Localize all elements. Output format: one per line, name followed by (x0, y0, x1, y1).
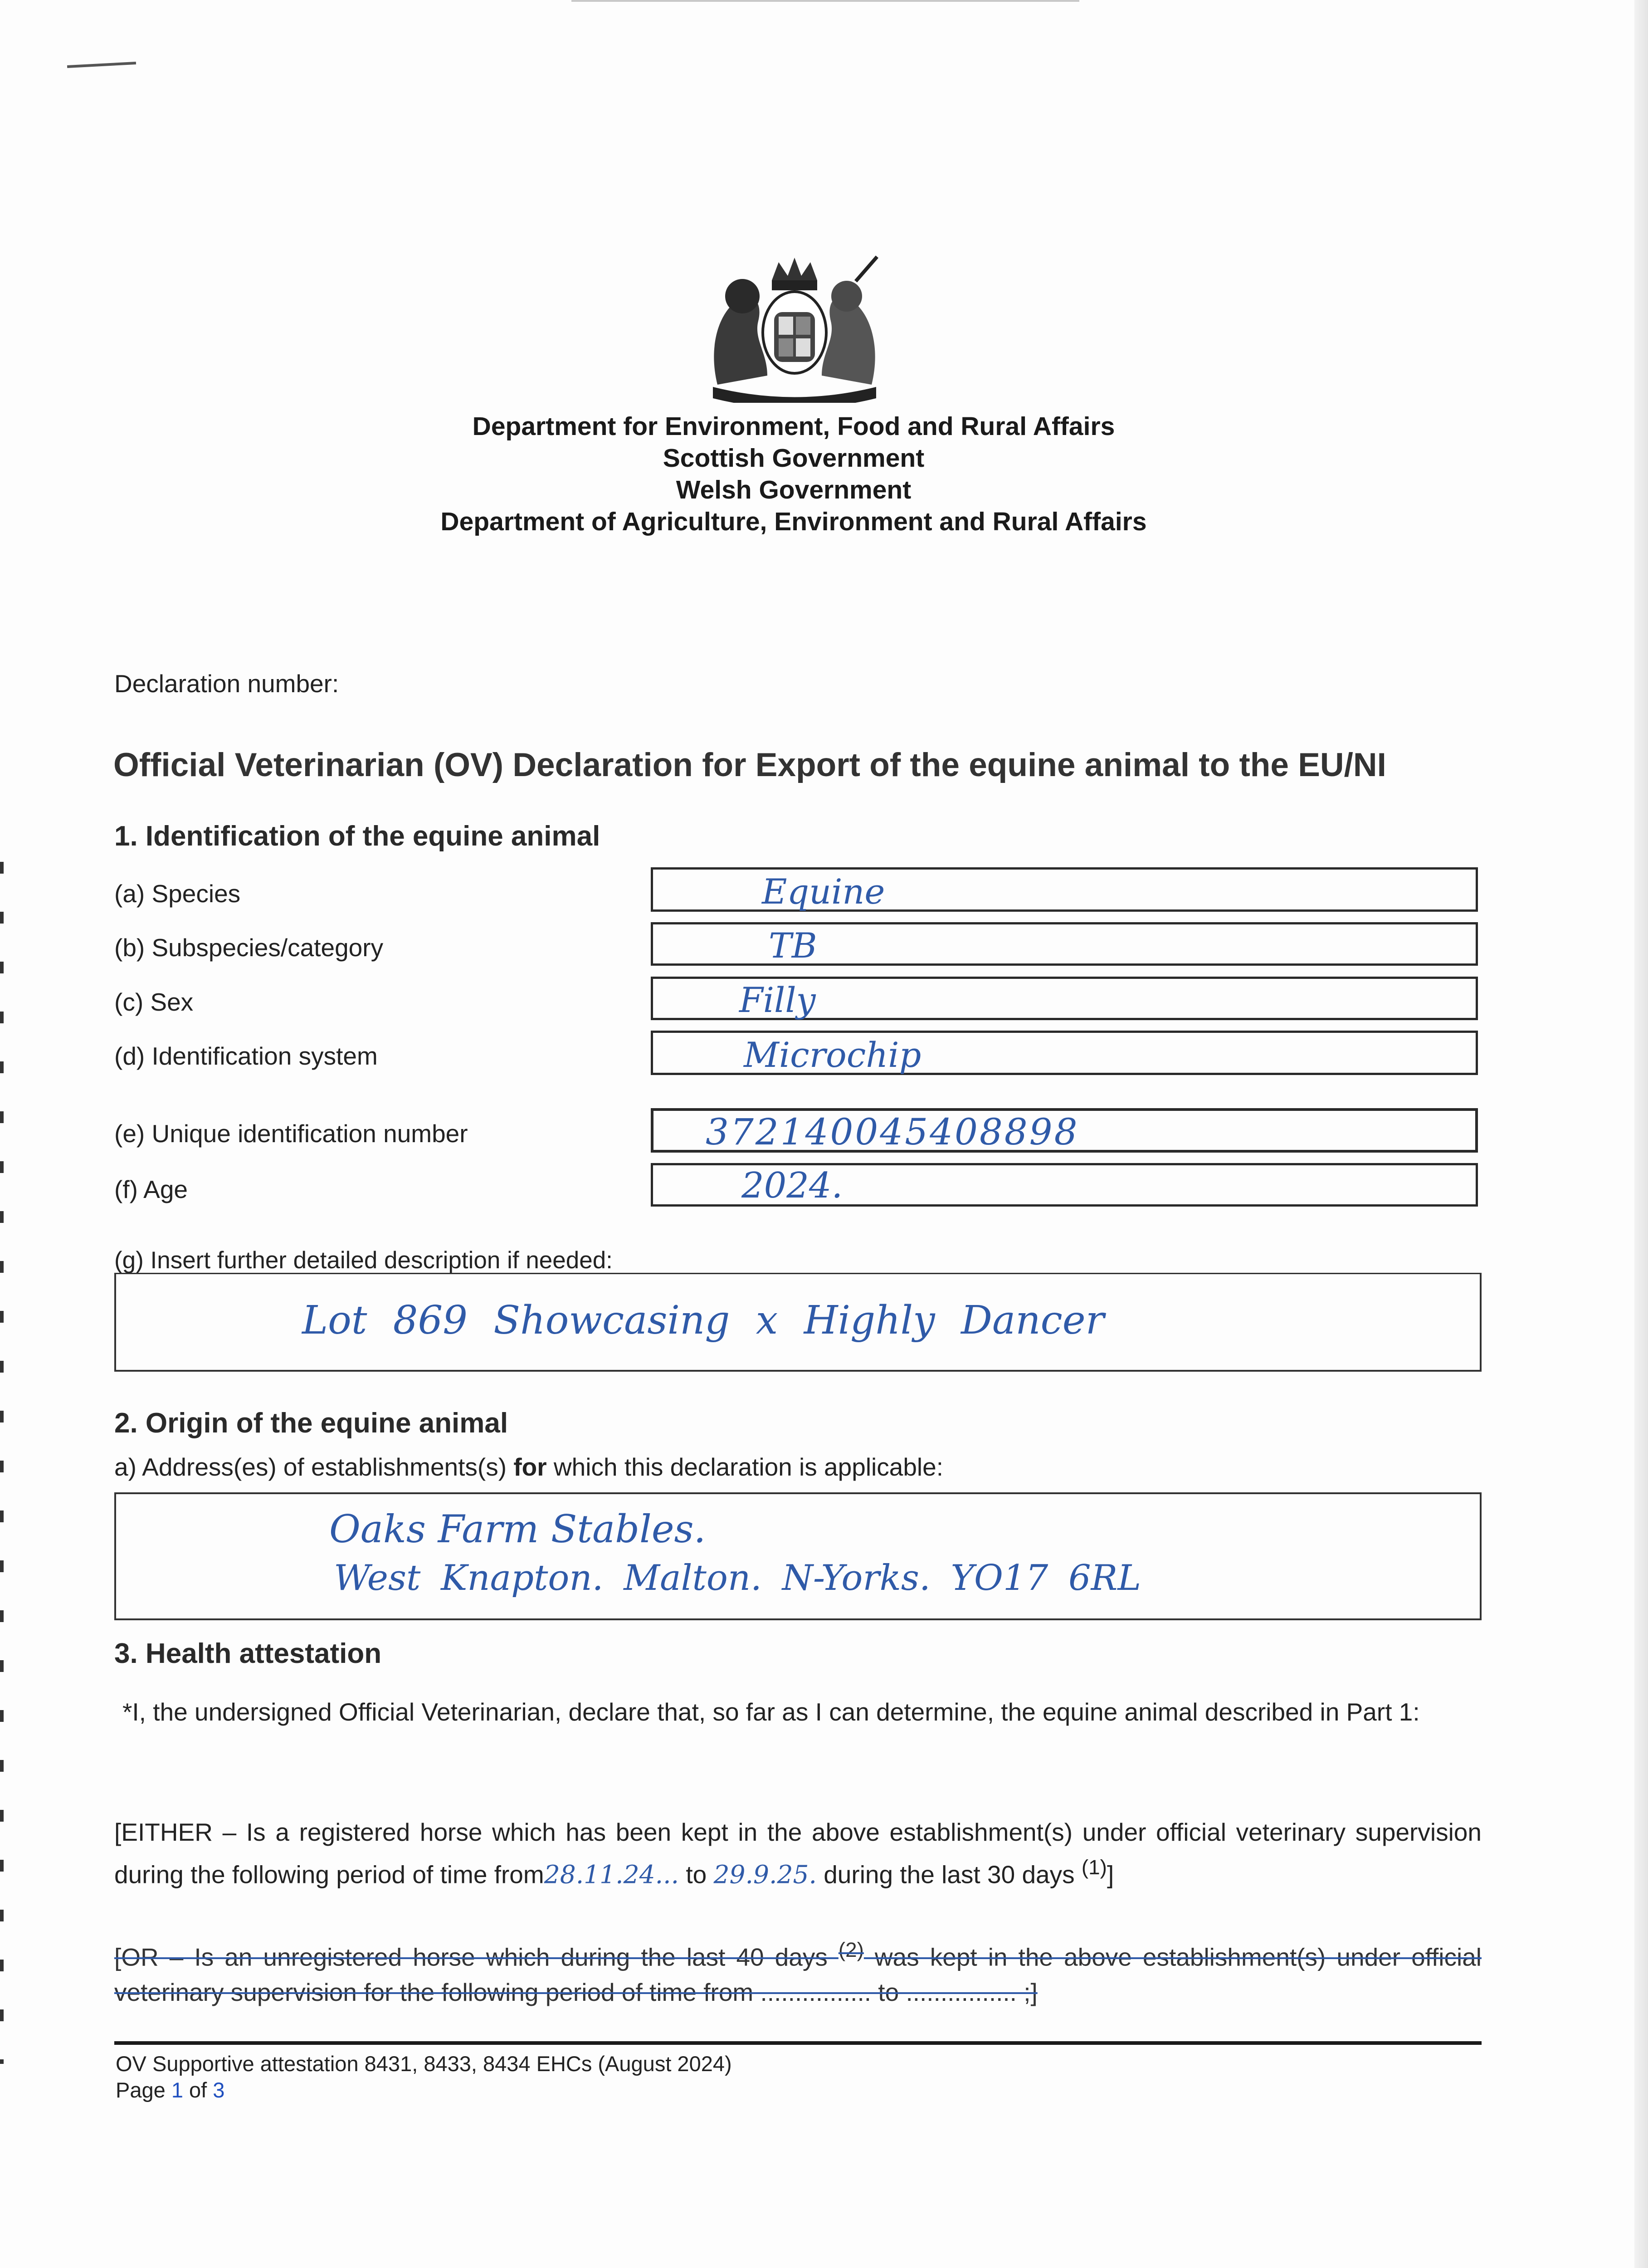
or-text: [OR – Is an unregistered horse which during the last 40 days (114, 1943, 839, 1971)
description-label: (g) Insert further detailed description if needed: (114, 1247, 613, 1274)
sex-value: Filly (739, 980, 816, 1020)
address-line-2: West Knapton. Malton. N-Yorks. YO17 6RL (334, 1558, 1141, 1598)
section1-heading: 1. Identification of the equine animal (114, 821, 600, 852)
either-footnote: (1) (1081, 1856, 1107, 1879)
royal-crest-icon (699, 249, 890, 403)
footer-divider (114, 2041, 1482, 2045)
page-total: 3 (213, 2078, 225, 2102)
scan-edge-ticks (0, 862, 4, 2064)
scan-edge-top (571, 0, 1079, 2)
or-text-end: was kept in the above establishment(s) under official veterinary supervision for the following period of time from ................ to ................ ;] (114, 1943, 1482, 2007)
dept-scottish-gov: Scottish Government (663, 444, 925, 473)
sex-field[interactable] (651, 977, 1478, 1020)
attestation-intro: *I, the undersigned Official Veterinarian, declare that, so far as I can determine, the equine animal described in Part 1: (122, 1698, 1420, 1726)
address-label-text: a) Address(es) of establishments(s) (114, 1453, 514, 1481)
address-label-bold: for (513, 1453, 547, 1481)
section3-heading: 3. Health attestation (114, 1638, 382, 1669)
page-word: Page (116, 2078, 171, 2102)
age-label: (f) Age (114, 1175, 188, 1203)
either-to-date: 29.9.25. (713, 1860, 817, 1889)
id-system-label: (d) Identification system (114, 1042, 378, 1070)
species-field[interactable] (651, 867, 1478, 912)
description-value: Lot 869 Showcasing x Highly Dancer (302, 1298, 1104, 1343)
footer-attestation: OV Supportive attestation 8431, 8433, 8434 EHCs (August 2024) (116, 2052, 732, 2076)
species-label: (a) Species (114, 880, 241, 908)
address-label (114, 1452, 943, 1481)
section2-heading: 2. Origin of the equine animal (114, 1408, 508, 1439)
address-label-text-end: which this declaration is applicable: (546, 1453, 944, 1481)
either-clause (114, 1814, 1482, 1892)
declaration-number-label: Declaration number: (114, 670, 339, 698)
uid-label: (e) Unique identification number (114, 1119, 468, 1148)
scan-edge-right (1634, 0, 1648, 2268)
subspecies-field[interactable] (651, 922, 1478, 966)
either-text: [EITHER – Is a registered horse which has been kept in the above establishment(s) under official veterinary supervision during the following period of time from (114, 1818, 1482, 1889)
or-clause-struck (114, 1932, 1482, 2010)
id-system-value: Microchip (744, 1035, 922, 1075)
address-line-1: Oaks Farm Stables. (329, 1507, 706, 1551)
sex-label: (c) Sex (114, 988, 194, 1016)
species-value: Equine (762, 871, 885, 912)
subspecies-label: (b) Subspecies/category (114, 934, 384, 962)
or-footnote: (2) (838, 1938, 864, 1961)
age-value: 2024. (741, 1165, 843, 1206)
dept-welsh-gov: Welsh Government (676, 475, 912, 504)
subspecies-value: TB (769, 925, 817, 966)
address-box[interactable] (114, 1492, 1482, 1620)
age-field[interactable] (651, 1163, 1478, 1207)
uid-value: 372140045408898 (706, 1111, 1079, 1153)
scan-mark (67, 62, 136, 68)
dept-defra: Department for Environment, Food and Rural Affairs (472, 412, 1115, 441)
either-end: ] (1107, 1860, 1114, 1889)
either-from-date: 28.11.24... (544, 1860, 679, 1889)
either-to-word: to (679, 1860, 714, 1889)
either-post-text: during the last 30 days (816, 1860, 1082, 1889)
description-box[interactable] (114, 1273, 1482, 1372)
page-num: 1 (171, 2078, 183, 2102)
page-number (116, 2077, 224, 2103)
dept-daera: Department of Agriculture, Environment and Rural Affairs (440, 507, 1147, 536)
uid-field[interactable] (651, 1108, 1478, 1153)
of-word: of (183, 2078, 213, 2102)
id-system-field[interactable] (651, 1031, 1478, 1075)
page-title: Official Veterinarian (OV) Declaration for Export of the equine animal to the EU/NI (113, 747, 1386, 783)
